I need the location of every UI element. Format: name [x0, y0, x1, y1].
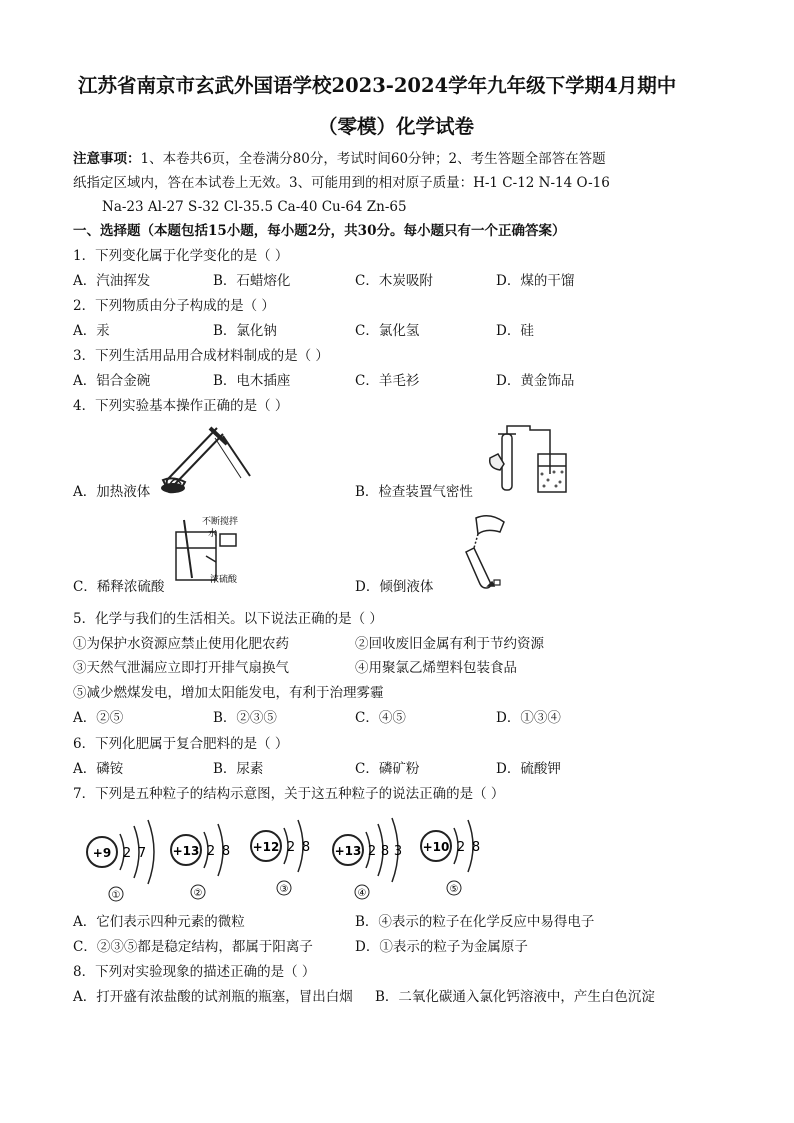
particle-2-label: ②	[193, 888, 203, 899]
particle-3-label: ③	[279, 884, 289, 895]
q5-statement-3: ③天然气泄漏应立即打开排气扇换气	[73, 660, 289, 676]
particle-4-shell-2: 8	[380, 844, 390, 859]
particle-2-shell-2: 8	[221, 844, 231, 859]
q4-c-label-water: 水	[208, 529, 218, 539]
particle-3-shell-1: 2	[286, 840, 296, 855]
particle-1-shell-1: 2	[122, 846, 132, 861]
notice-line3: Na-23 Al-27 S-32 Cl-35.5 Ca-40 Cu-64 Zn-65	[102, 199, 407, 215]
particle-1	[87, 820, 154, 901]
q1-stem: 1．下列变化属于化学变化的是（ ）	[73, 248, 289, 264]
particle-5-nucleus: +10	[422, 840, 450, 854]
particle-5-shell-1: 2	[456, 840, 466, 855]
q2-option-c: C．氯化氢	[355, 323, 420, 339]
q6-option-d: D．硫酸钾	[496, 761, 561, 777]
q4-option-c: C．稀释浓硫酸	[73, 579, 165, 595]
q4-stem: 4．下列实验基本操作正确的是（ ）	[73, 398, 289, 414]
q3-option-b: B．电木插座	[213, 373, 291, 389]
q5-stem: 5．化学与我们的生活相关。以下说法正确的是（ ）	[73, 611, 383, 627]
q8-stem: 8．下列对实验现象的描述正确的是（ ）	[73, 964, 316, 980]
particle-2-nucleus: +13	[172, 844, 200, 858]
q5-statement-1: ①为保护水资源应禁止使用化肥农药	[73, 636, 289, 652]
q4-c-label-acid: 浓硫酸	[210, 575, 238, 585]
q1-option-a: A．汽油挥发	[73, 273, 151, 289]
q5-statement-5: ⑤减少燃煤发电，增加太阳能发电，有利于治理雾霾	[73, 685, 384, 701]
q8-option-b: B．二氧化碳通入氯化钙溶液中，产生白色沉淀	[375, 989, 655, 1005]
q4-c-label-stir: 不断搅拌	[202, 517, 239, 527]
q7-option-a: A．它们表示四种元素的微粒	[73, 914, 245, 930]
dilute-acid-figure	[172, 512, 268, 586]
q1-option-d: D．煤的干馏	[496, 273, 575, 289]
q5-option-d: D．①③④	[496, 710, 561, 726]
particle-5-shell-2: 8	[471, 840, 481, 855]
q2-option-b: B．氯化钠	[213, 323, 277, 339]
q4-option-d: D．倾倒液体	[355, 579, 434, 595]
q7-option-c: C．②③⑤都是稳定结构，都属于阳离子	[73, 939, 313, 955]
particle-3-shell-2: 8	[301, 840, 311, 855]
page-title-line2: （零模）化学试卷	[318, 115, 475, 138]
q7-stem: 7．下列是五种粒子的结构示意图，关于这五种粒子的说法正确的是（ ）	[73, 786, 505, 802]
particle-5-label: ⑤	[449, 884, 459, 895]
particle-5	[421, 820, 480, 895]
notice-line1	[73, 150, 606, 168]
q7-option-d: D．①表示的粒子为金属原子	[355, 939, 528, 955]
q3-stem: 3．下列生活用品用合成材料制成的是（ ）	[73, 348, 329, 364]
q5-statement-4: ④用聚氯乙烯塑料包装食品	[355, 660, 517, 676]
q3-option-d: D．黄金饰品	[496, 373, 575, 389]
particle-1-nucleus: +9	[92, 846, 112, 860]
q2-option-a: A．汞	[73, 323, 110, 339]
q1-option-c: C．木炭吸附	[355, 273, 433, 289]
pouring-liquid-figure	[446, 512, 516, 592]
heating-liquid-figure	[155, 418, 255, 496]
q5-statement-2: ②回收废旧金属有利于节约资源	[355, 636, 544, 652]
particle-4-nucleus: +13	[334, 844, 362, 858]
particle-4	[333, 818, 402, 899]
q2-option-d: D．硅	[496, 323, 534, 339]
particle-4-label: ④	[357, 888, 367, 899]
particle-2-shell-1: 2	[206, 844, 216, 859]
particle-4-shell-3: 3	[393, 844, 403, 859]
particle-3-nucleus: +12	[252, 840, 280, 854]
q6-option-c: C．磷矿粉	[355, 761, 420, 777]
q3-option-c: C．羊毛衫	[355, 373, 420, 389]
q6-stem: 6．下列化肥属于复合肥料的是（ ）	[73, 736, 289, 752]
notice-label: 注意事项：	[73, 151, 141, 167]
q2-stem: 2．下列物质由分子构成的是（ ）	[73, 298, 275, 314]
q5-option-b: B．②③⑤	[213, 710, 277, 726]
q7-option-b: B．④表示的粒子在化学反应中易得电子	[355, 914, 595, 930]
q5-option-a: A．②⑤	[73, 710, 124, 726]
particle-3	[251, 820, 310, 895]
particle-4-shell-1: 2	[367, 844, 377, 859]
q6-option-b: B．尿素	[213, 761, 264, 777]
section-heading: 一、选择题（本题包括15小题，每小题2分，共30分。每小题只有一个正确答案）	[73, 223, 566, 239]
particle-1-label: ①	[111, 890, 121, 901]
q5-option-c: C．④⑤	[355, 710, 406, 726]
page-title-line1: 江苏省南京市玄武外国语学校2023-2024学年九年级下学期4月期中	[78, 74, 677, 97]
q6-option-a: A．磷铵	[73, 761, 124, 777]
airtightness-figure	[484, 424, 570, 496]
q4-option-b: B．检查装置气密性	[355, 484, 473, 500]
particle-2	[171, 824, 230, 899]
notice-line2: 纸指定区域内，答在本试卷上无效。3、可能用到的相对原子质量：H-1 C-12 N-14 O-16	[73, 175, 610, 191]
q4-option-a: A．加热液体	[73, 484, 151, 500]
q8-option-a: A．打开盛有浓盐酸的试剂瓶的瓶塞，冒出白烟	[73, 989, 353, 1005]
notice-text1: 1、本卷共6页，全卷满分80分，考试时间60分钟；2、考生答题全部答在答题	[140, 151, 606, 167]
particle-1-shell-2: 7	[137, 846, 147, 861]
q1-option-b: B．石蜡熔化	[213, 273, 291, 289]
particle-structure-diagrams	[80, 812, 500, 904]
q3-option-a: A．铝合金碗	[73, 373, 151, 389]
